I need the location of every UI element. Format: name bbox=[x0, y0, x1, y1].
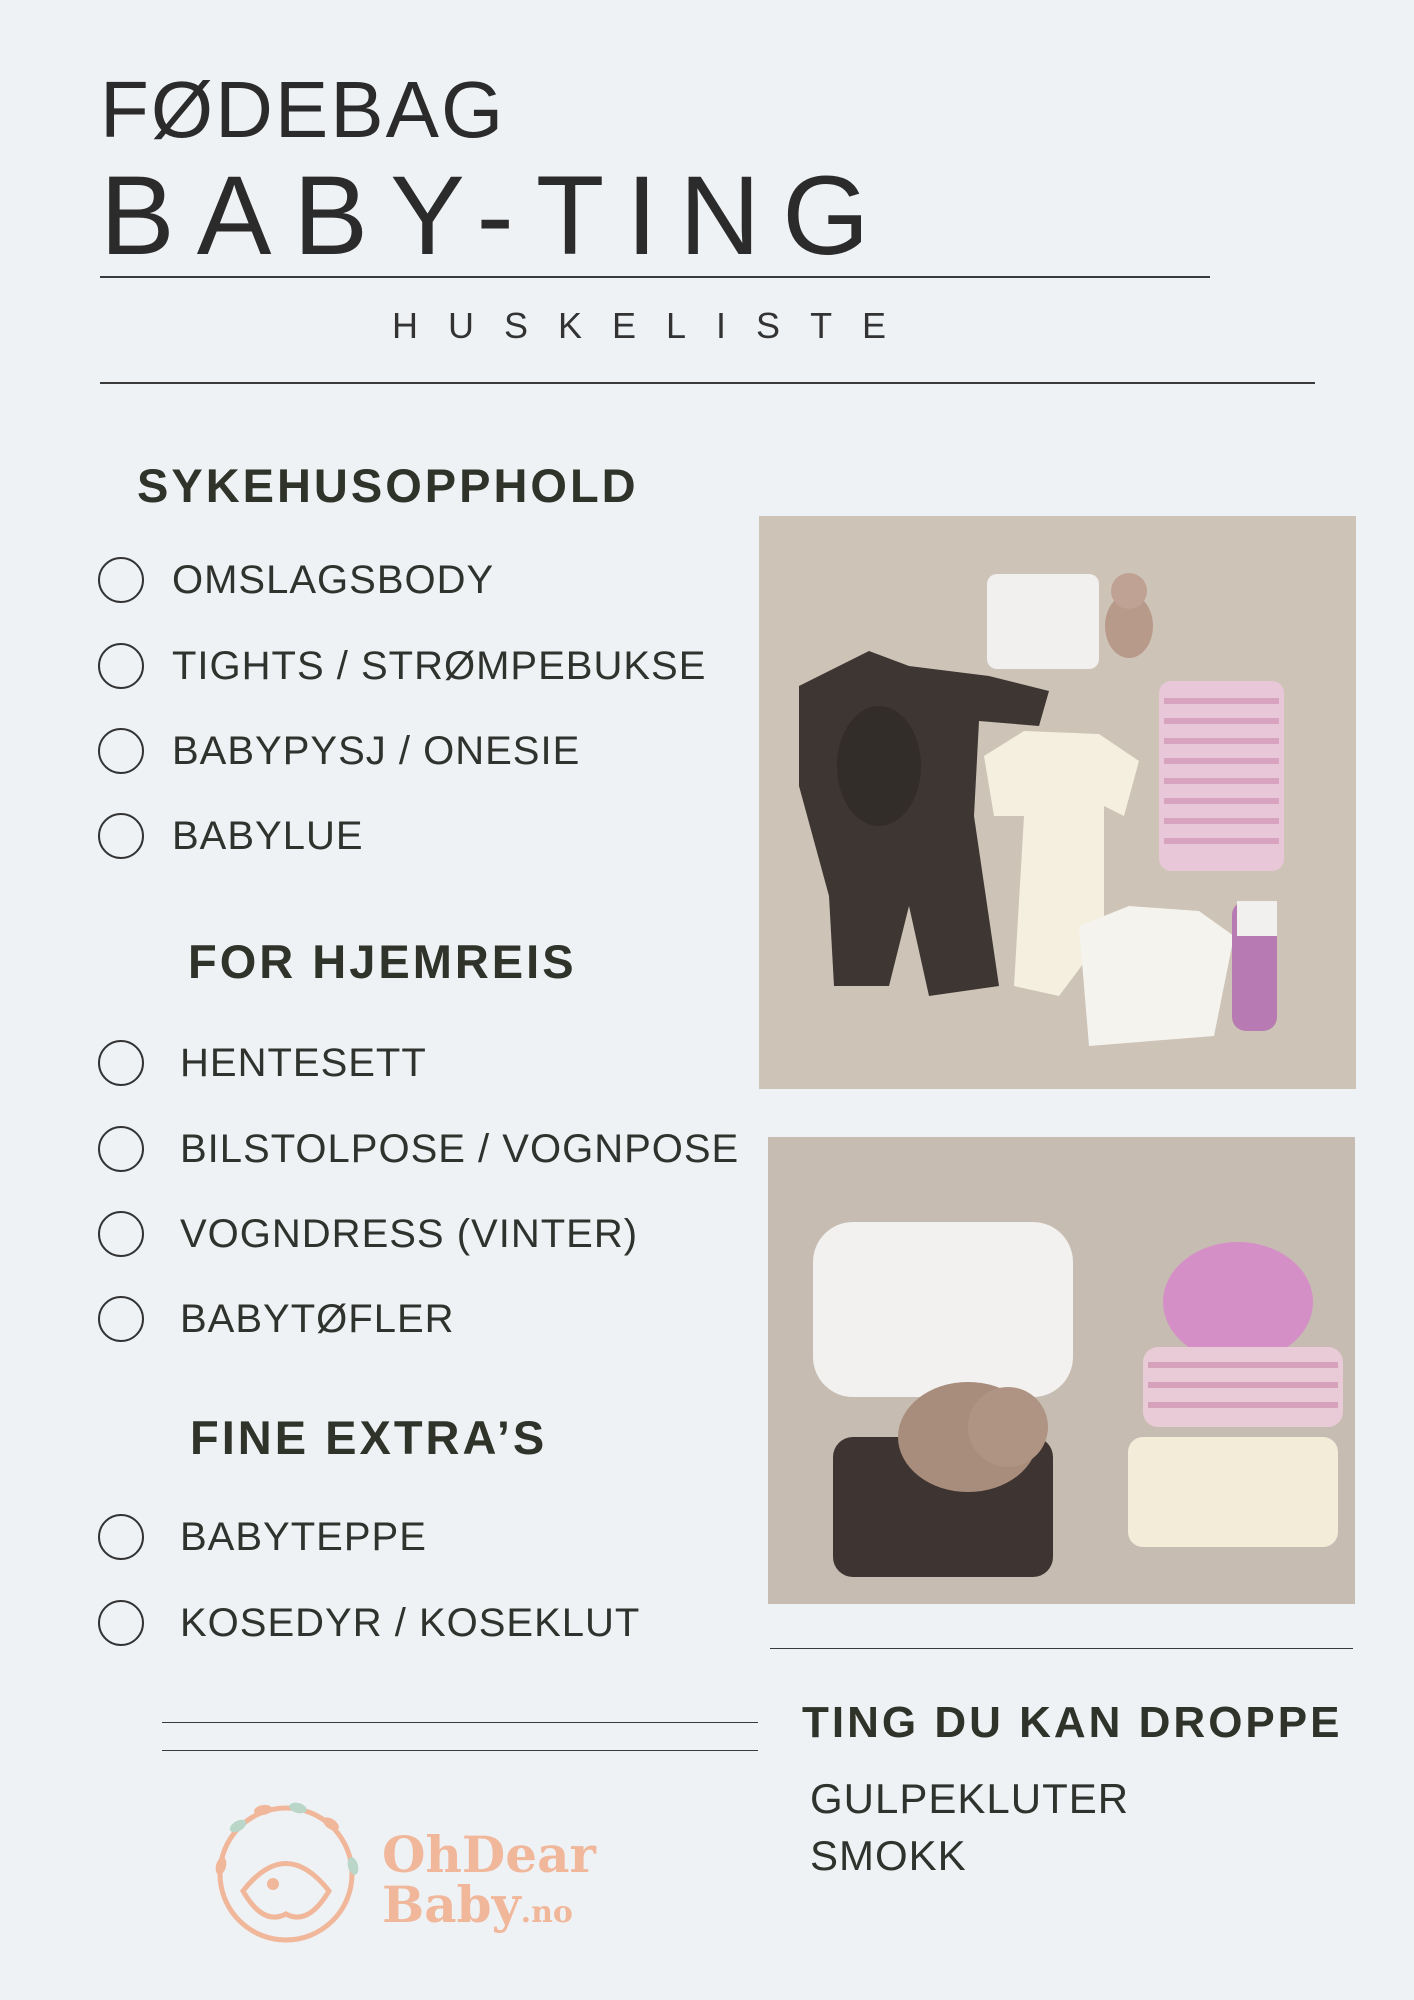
divider-right bbox=[770, 1648, 1353, 1649]
logo-text-baby bbox=[382, 1875, 573, 1934]
item-label: BABYPYSJ / ONESIE bbox=[172, 728, 581, 773]
checklist-item[interactable] bbox=[98, 1040, 427, 1086]
item-label: TIGHTS / STRØMPEBUKSE bbox=[172, 643, 707, 688]
item-label: KOSEDYR / KOSEKLUT bbox=[180, 1600, 641, 1645]
checkbox-circle[interactable] bbox=[98, 1296, 144, 1342]
item-label: VOGNDRESS (VINTER) bbox=[180, 1211, 639, 1256]
header-divider-top bbox=[100, 276, 1210, 278]
title-small: FØDEBAG bbox=[100, 65, 506, 154]
subtitle: HUSKELISTE bbox=[392, 305, 917, 346]
checkbox-circle[interactable] bbox=[98, 643, 144, 689]
item-label: HENTESETT bbox=[180, 1040, 427, 1085]
checklist-item[interactable] bbox=[98, 728, 580, 774]
checkbox-circle[interactable] bbox=[98, 557, 144, 603]
item-label: OMSLAGSBODY bbox=[172, 557, 495, 602]
divider-left-1 bbox=[162, 1722, 758, 1723]
checkbox-circle[interactable] bbox=[98, 1040, 144, 1086]
item-label: BILSTOLPOSE / VOGNPOSE bbox=[180, 1126, 740, 1171]
section-heading-fine-extras: FINE EXTRA’S bbox=[190, 1411, 548, 1464]
checklist-item[interactable] bbox=[98, 643, 706, 689]
checkbox-circle[interactable] bbox=[98, 813, 144, 859]
header-divider-bottom bbox=[100, 382, 1315, 384]
checkbox-circle[interactable] bbox=[98, 1514, 144, 1560]
ohdearbaby-logo-mark-icon bbox=[203, 1796, 369, 1948]
checkbox-circle[interactable] bbox=[98, 1126, 144, 1172]
section-heading-sykehusopphold: SYKEHUSOPPHOLD bbox=[137, 459, 639, 512]
drop-item: SMOKK bbox=[810, 1832, 967, 1879]
checklist-item[interactable] bbox=[98, 813, 364, 859]
checklist-item[interactable] bbox=[98, 1126, 739, 1172]
checkbox-circle[interactable] bbox=[98, 1600, 144, 1646]
logo-text-suffix: .no bbox=[520, 1895, 573, 1930]
drop-item: GULPEKLUTER bbox=[810, 1775, 1130, 1822]
baby-items-stack-photo bbox=[768, 1137, 1355, 1604]
section-heading-for-hjemreis: FOR HJEMREIS bbox=[188, 935, 577, 988]
checklist-item[interactable] bbox=[98, 1296, 455, 1342]
item-label: BABYTØFLER bbox=[180, 1296, 455, 1341]
checkbox-circle[interactable] bbox=[98, 1211, 144, 1257]
item-label: BABYTEPPE bbox=[180, 1514, 427, 1559]
logo-text-baby-word: Baby bbox=[382, 1875, 521, 1934]
checkbox-circle[interactable] bbox=[98, 728, 144, 774]
checklist-item[interactable] bbox=[98, 1211, 638, 1257]
title-large: BABY-TING bbox=[100, 153, 892, 278]
checklist-item[interactable] bbox=[98, 557, 494, 603]
baby-clothes-flatlay-photo bbox=[759, 516, 1356, 1089]
checklist-item[interactable] bbox=[98, 1514, 427, 1560]
divider-left-2 bbox=[162, 1750, 758, 1751]
checklist-item[interactable] bbox=[98, 1600, 640, 1646]
logo-text-ohdear: OhDear bbox=[382, 1825, 596, 1884]
item-label: BABYLUE bbox=[172, 813, 364, 858]
section-heading-ting-du-kan-droppe: TING DU KAN DROPPE bbox=[802, 1698, 1343, 1747]
